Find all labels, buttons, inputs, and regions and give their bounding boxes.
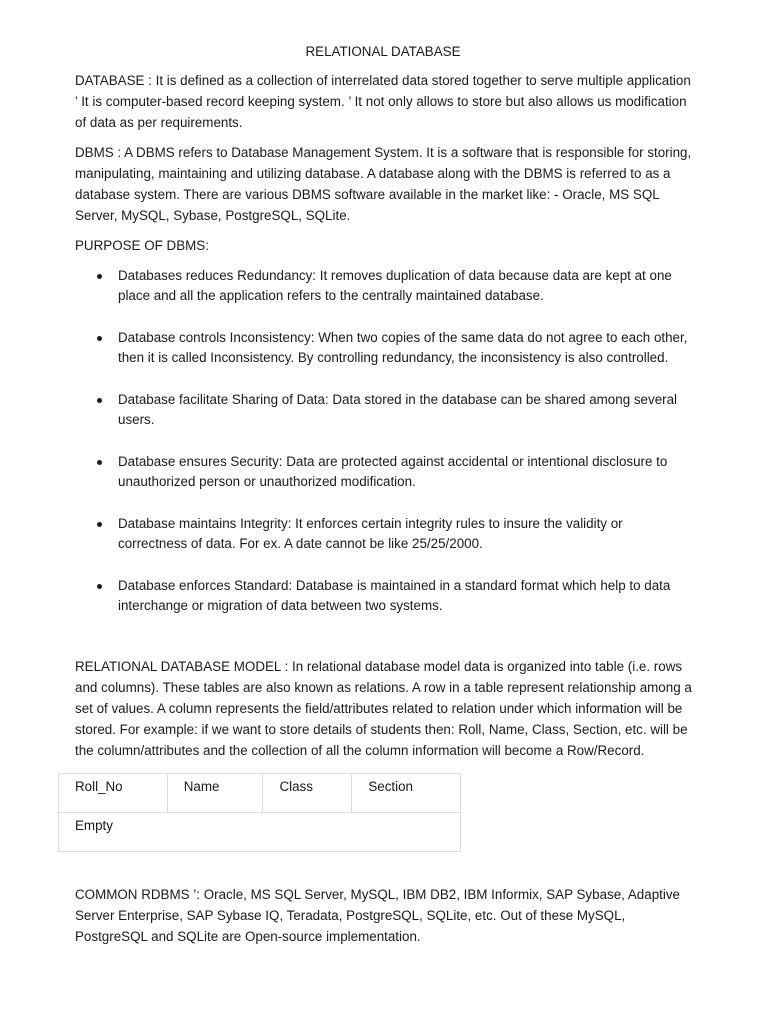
table-header-row [59,774,461,813]
header-name: Name [183,779,220,794]
purpose-item [97,514,695,554]
purpose-item [97,328,695,368]
common-rdbms-list: COMMON RDBMS ’: Oracle, MS SQL Server, MySQL, IBM DB2, IBM Informix, SAP Sybase, Adaptive Server Enterprise, SAP Sybase IQ, Teradata, PostgreSQL, SQLite, etc. Out of these MySQL, PostgreSQL and SQLite are Open-source implementation. [75,887,680,944]
bullet-icon [97,398,102,403]
bullet-icon [97,274,102,279]
table-row [59,813,461,852]
purpose-item-text: Database enforces Standard: Database is maintained in a standard format which help to data interchange or migration of data between two systems. [118,578,671,613]
table-header-cell [263,774,352,813]
purpose-item [97,576,695,616]
purpose-item [97,390,695,430]
bullet-icon [97,460,102,465]
student-table [58,773,461,852]
table-header-cell [59,774,168,813]
header-section: Section [368,779,414,794]
purpose-item-text: Database maintains Integrity: It enforces certain integrity rules to insure the validity or correctness of data. For ex. A date cannot be like 25/25/2000. [118,516,623,551]
bullet-icon [97,584,102,589]
purpose-item-text: Database ensures Security: Data are protected against accidental or intentional disclosure to unauthorized person or unauthorized modification. [118,454,668,489]
header-roll-no: Roll_No [75,779,123,794]
purpose-item-text: Database facilitate Sharing of Data: Data stored in the database can be shared among several users. [118,392,678,427]
purpose-list [75,266,695,616]
table-empty-cell [59,813,461,852]
purpose-item-text: Databases reduces Redundancy: It removes duplication of data because data are kept at one place and all the application refers to the centrally maintained database. [118,268,672,303]
bullet-icon [97,336,102,341]
header-class: Class [279,779,313,794]
table-header-cell [352,774,461,813]
table-header-cell [167,774,263,813]
dbms-definition: DBMS : A DBMS refers to Database Management System. It is a software that is responsible for storing, manipulating, maintaining and utilizing database. A database along with the DBMS is referred to as a database system. There are various DBMS software available in the market like: - Oracle, MS SQL Server, MySQL, Sybase, PostgreSQL, SQLite. [75,145,692,223]
purpose-item-text: Database controls Inconsistency: When two copies of the same data do not agree to each other, then it is called Inconsistency. By controlling redundancy, the inconsistency is also controlled. [118,330,688,365]
purpose-item [97,266,695,306]
purpose-heading: PURPOSE OF DBMS: [75,238,209,253]
empty-row-label: Empty [75,818,113,833]
document-page [75,42,695,956]
database-definition: DATABASE : It is defined as a collection of interrelated data stored together to serve multiple application ’ It is computer-based record keeping system. ’ It not only allows to store but also allows us modification of data as per requirements. [75,73,691,130]
purpose-item [97,452,695,492]
relational-model-description: RELATIONAL DATABASE MODEL : In relational database model data is organized into table (i.e. rows and columns). These tables are also known as relations. A row in a table represent relationship among a set of values. A column represents the field/attributes related to relation under which information will be stored. For example: if we want to store details of students then: Roll, Name, Class, Section, etc. will be the column/attributes and the collection of all the column information will become a Row/Record. [75,659,692,758]
bullet-icon [97,522,102,527]
document-title: RELATIONAL DATABASE [305,44,461,59]
section-spacer [75,638,695,656]
